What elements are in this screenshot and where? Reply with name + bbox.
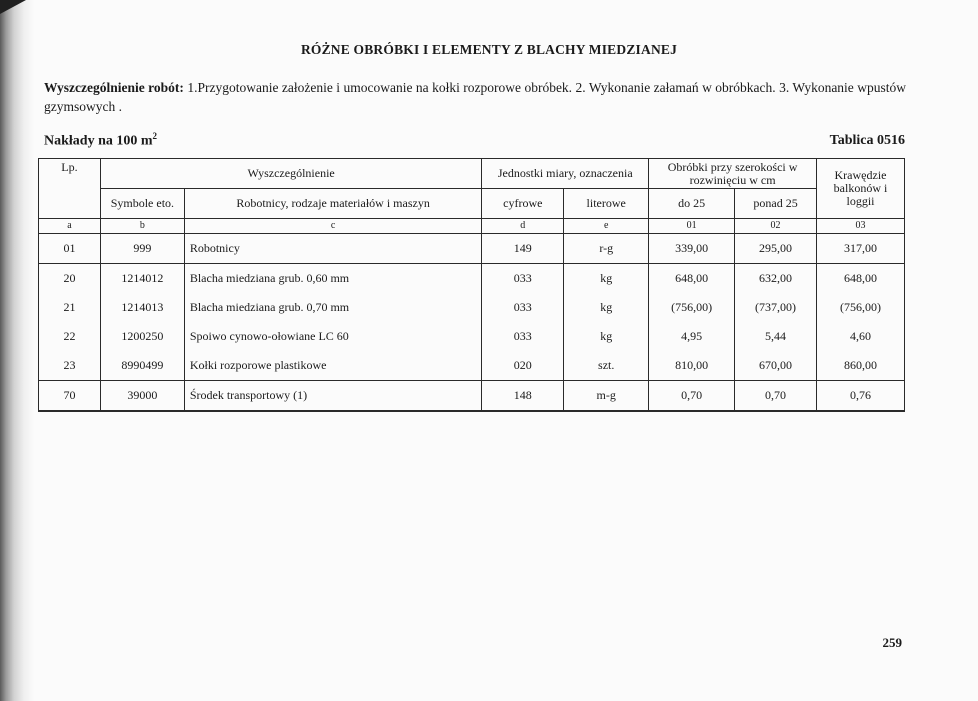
row-name: Kołki rozporowe plastikowe: [184, 351, 482, 381]
row-value-03: 0,76: [817, 381, 905, 412]
norms-table: [38, 158, 905, 412]
row-value-03: 648,00: [817, 264, 905, 294]
row-name: Robotnicy: [184, 234, 482, 264]
code-a: a: [39, 219, 101, 234]
row-value-01: 4,95: [649, 322, 735, 351]
row-name: Blacha miedziana grub. 0,60 mm: [184, 264, 482, 294]
row-value-03: 4,60: [817, 322, 905, 351]
row-name: Spoiwo cynowo-ołowiane LC 60: [184, 322, 482, 351]
row-lp: 22: [39, 322, 101, 351]
page-title: RÓŻNE OBRÓBKI I ELEMENTY Z BLACHY MIEDZIANEJ: [300, 42, 678, 57]
header-wyszczegolnienie: Wyszczególnienie: [100, 159, 481, 189]
row-symbol: 1214012: [100, 264, 184, 294]
row-literowe: r-g: [564, 234, 649, 264]
page-number: 259: [882, 635, 902, 650]
row-value-03: 860,00: [817, 351, 905, 381]
row-value-01: (756,00): [649, 293, 735, 322]
header-cyfrowe: cyfrowe: [482, 189, 564, 219]
row-symbol: 1214013: [100, 293, 184, 322]
table-row: [39, 381, 905, 412]
row-symbol: 39000: [100, 381, 184, 412]
row-value-01: 0,70: [649, 381, 735, 412]
row-value-02: 670,00: [735, 351, 817, 381]
code-row: [39, 219, 905, 234]
row-cyfrowe: 033: [482, 293, 564, 322]
row-value-01: 339,00: [649, 234, 735, 264]
table-row: [39, 234, 905, 264]
header-symbole: Symbole eto.: [100, 189, 184, 219]
row-name: Środek transportowy (1): [184, 381, 482, 412]
page-corner-mark: [0, 0, 26, 14]
code-02: 02: [735, 219, 817, 234]
header-lp: Lp.: [39, 159, 101, 219]
naklady-sup: 2: [152, 131, 158, 141]
row-symbol: 1200250: [100, 322, 184, 351]
header-row-2: [39, 189, 905, 219]
work-description-text: 1.Przygotowanie założenie i umocowanie na kołki rozporowe obróbek. 2. Wykonanie załamań w obróbkach. 3. Wykonanie wpustów gzymsowych .: [44, 80, 906, 114]
row-value-03: 317,00: [817, 234, 905, 264]
code-b: b: [100, 219, 184, 234]
table-row: [39, 322, 905, 351]
header-jednostki: Jednostki miary, oznaczenia: [482, 159, 649, 189]
row-value-02: (737,00): [735, 293, 817, 322]
table-row: [39, 264, 905, 294]
code-c: c: [184, 219, 482, 234]
header-obrobki: Obróbki przy szerokości w rozwinięciu w cm: [649, 159, 817, 189]
row-lp: 01: [39, 234, 101, 264]
header-do25: do 25: [649, 189, 735, 219]
header-row-1: [39, 159, 905, 189]
table-row: [39, 293, 905, 322]
row-literowe: kg: [564, 322, 649, 351]
work-description: [44, 78, 906, 116]
row-name: Blacha miedziana grub. 0,70 mm: [184, 293, 482, 322]
row-literowe: szt.: [564, 351, 649, 381]
row-lp: 70: [39, 381, 101, 412]
row-literowe: m-g: [564, 381, 649, 412]
header-krawedzie: Krawędzie balkonów i loggii: [817, 159, 905, 219]
code-01: 01: [649, 219, 735, 234]
header-ponad25: ponad 25: [735, 189, 817, 219]
code-d: d: [482, 219, 564, 234]
code-e: e: [564, 219, 649, 234]
row-value-02: 295,00: [735, 234, 817, 264]
row-cyfrowe: 148: [482, 381, 564, 412]
row-lp: 20: [39, 264, 101, 294]
row-symbol: 999: [100, 234, 184, 264]
row-cyfrowe: 149: [482, 234, 564, 264]
naklady-heading: [44, 131, 157, 150]
row-value-01: 648,00: [649, 264, 735, 294]
row-value-02: 0,70: [735, 381, 817, 412]
row-value-02: 5,44: [735, 322, 817, 351]
code-03: 03: [817, 219, 905, 234]
table-row: [39, 351, 905, 381]
header-literowe: literowe: [564, 189, 649, 219]
header-robotnicy: Robotnicy, rodzaje materiałów i maszyn: [184, 189, 482, 219]
row-value-02: 632,00: [735, 264, 817, 294]
row-literowe: kg: [564, 264, 649, 294]
table-number: Tablica 0516: [829, 133, 905, 148]
row-symbol: 8990499: [100, 351, 184, 381]
row-cyfrowe: 033: [482, 322, 564, 351]
row-lp: 23: [39, 351, 101, 381]
row-value-01: 810,00: [649, 351, 735, 381]
row-lp: 21: [39, 293, 101, 322]
naklady-label: Nakłady na 100 m: [44, 133, 153, 149]
row-literowe: kg: [564, 293, 649, 322]
row-value-03: (756,00): [817, 293, 905, 322]
row-cyfrowe: 020: [482, 351, 564, 381]
work-description-label: Wyszczególnienie robót:: [44, 80, 184, 95]
book-gutter-shadow: [0, 0, 34, 701]
row-cyfrowe: 033: [482, 264, 564, 294]
